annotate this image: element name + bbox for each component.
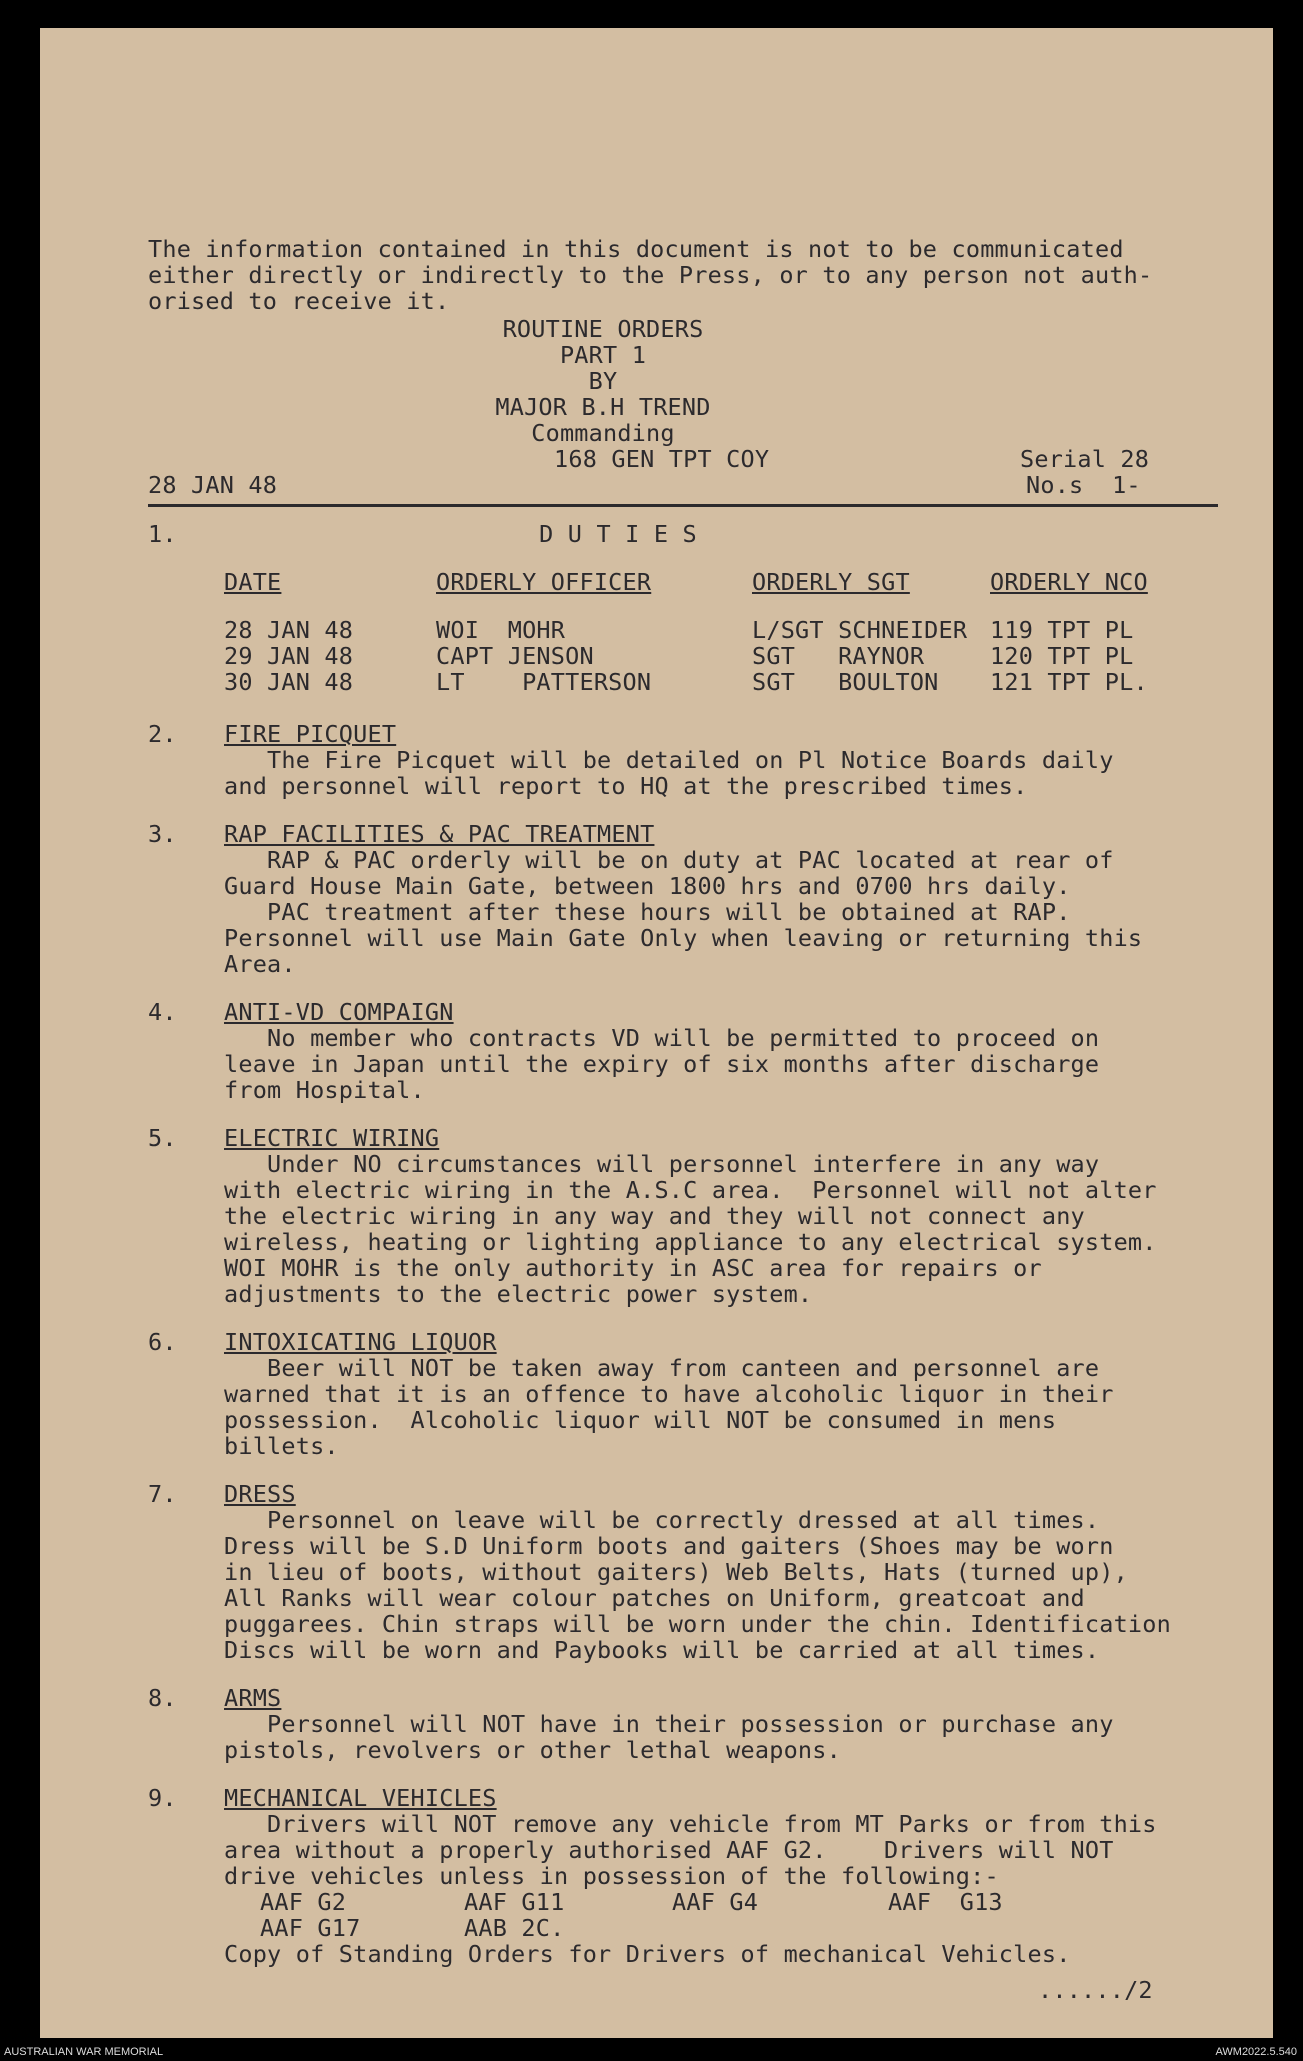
section-line: adjustments to the electric power system.	[224, 1280, 813, 1308]
section-title: FIRE PICQUET	[224, 720, 397, 748]
column-header: ORDERLY OFFICER	[436, 568, 652, 596]
section-line: drive vehicles unless in possession of the following:-	[224, 1862, 999, 1890]
forms-row	[148, 1915, 1218, 1941]
section-number: 6.	[148, 1328, 177, 1356]
form-code: AAF G2	[260, 1888, 347, 1916]
unit-name: 168 GEN TPT COY	[554, 445, 770, 473]
table-cell: 120 TPT PL	[990, 642, 1134, 670]
table-cell: SGT BOULTON	[752, 668, 939, 696]
archive-credit: AUSTRALIAN WAR MEMORIAL	[4, 2046, 164, 2058]
table-row	[148, 617, 1218, 643]
table-cell: CAPT JENSON	[436, 642, 594, 670]
table-cell: WOI MOHR	[436, 616, 566, 644]
orders-header	[148, 316, 1218, 498]
table-cell: 28 JAN 48	[224, 616, 354, 644]
section-line: from Hospital.	[224, 1076, 425, 1104]
commanding-officer: MAJOR B.H TREND	[495, 393, 711, 421]
table-cell: 121 TPT PL.	[990, 668, 1148, 696]
section-title: DRESS	[224, 1480, 296, 1508]
section-line: possession. Alcoholic liquor will NOT be consumed in mens	[224, 1406, 1057, 1434]
form-code: AAB 2C.	[464, 1914, 565, 1942]
section-line: The Fire Picquet will be detailed on Pl Notice Boards daily	[224, 746, 1114, 774]
form-code: AAF G4	[672, 1888, 759, 1916]
section-number: 5.	[148, 1124, 177, 1152]
table-cell: SGT RAYNOR	[752, 642, 925, 670]
table-header	[148, 569, 1218, 595]
section-line: leave in Japan until the expiry of six months after discharge	[224, 1050, 1100, 1078]
header-divider	[148, 504, 1218, 507]
section-line: RAP & PAC orderly will be on duty at PAC located at rear of	[224, 846, 1114, 874]
section-line: area without a properly authorised AAF G2. Drivers will NOT	[224, 1836, 1114, 1864]
column-header: ORDERLY SGT	[752, 568, 910, 596]
section-line: PAC treatment after these hours will be obtained at RAP.	[224, 898, 1071, 926]
order-date: 28 JAN 48	[148, 471, 278, 499]
table-cell: LT PATTERSON	[436, 668, 652, 696]
section-line: and personnel will report to HQ at the prescribed times.	[224, 772, 1028, 800]
table-row	[148, 669, 1218, 695]
duties-heading: D U T I E S	[539, 520, 697, 548]
section-anti-vd	[148, 999, 1218, 1103]
table-cell: 29 JAN 48	[224, 642, 354, 670]
section-line: puggarees. Chin straps will be worn under the chin. Identification	[224, 1610, 1171, 1638]
section-number: 8.	[148, 1684, 177, 1712]
security-notice	[148, 236, 1218, 314]
section-number: 9.	[148, 1784, 177, 1812]
section-line: pistols, revolvers or other lethal weapons.	[224, 1736, 841, 1764]
order-numbers: No.s 1-	[1026, 471, 1141, 499]
section-title: MECHANICAL VEHICLES	[224, 1784, 497, 1812]
section-line: Under NO circumstances will personnel interfere in any way	[224, 1150, 1100, 1178]
form-code: AAF G13	[888, 1888, 1003, 1916]
section-number: 4.	[148, 998, 177, 1026]
table-cell: 119 TPT PL	[990, 616, 1134, 644]
table-cell: 30 JAN 48	[224, 668, 354, 696]
column-header: DATE	[224, 568, 282, 596]
continuation-marker: ....../2	[1038, 1976, 1153, 2004]
section-number: 2.	[148, 720, 177, 748]
orders-by: BY	[588, 367, 618, 395]
notice-line: The information contained in this document is not to be communicated	[148, 235, 1124, 263]
archive-reference: AWM2022.5.540	[1215, 2046, 1297, 2058]
section-line: Guard House Main Gate, between 1800 hrs and 0700 hrs daily.	[224, 872, 1071, 900]
section-title: INTOXICATING LIQUOR	[224, 1328, 497, 1356]
orders-title: ROUTINE ORDERS	[502, 315, 704, 343]
column-header: ORDERLY NCO	[990, 568, 1148, 596]
section-line: No member who contracts VD will be permitted to proceed on	[224, 1024, 1100, 1052]
section-intoxicating-liquor	[148, 1329, 1218, 1459]
closing-line: Copy of Standing Orders for Drivers of mechanical Vehicles.	[224, 1940, 1071, 1968]
form-code: AAF G17	[260, 1914, 361, 1942]
section-fire-picquet	[148, 721, 1218, 799]
section-duties	[148, 521, 1218, 695]
section-line: the electric wiring in any way and they will not connect any	[224, 1202, 1085, 1230]
section-line: with electric wiring in the A.S.C area. Personnel will not alter	[224, 1176, 1157, 1204]
section-line: All Ranks will wear colour patches on Uniform, greatcoat and	[224, 1584, 1085, 1612]
section-arms	[148, 1685, 1218, 1763]
section-title: ELECTRIC WIRING	[224, 1124, 440, 1152]
orders-part: PART 1	[559, 341, 647, 369]
duties-table	[148, 569, 1218, 695]
section-line: Personnel on leave will be correctly dressed at all times.	[224, 1506, 1100, 1534]
section-line: in lieu of boots, without gaiters) Web Belts, Hats (turned up),	[224, 1558, 1128, 1586]
section-line: Beer will NOT be taken away from canteen and personnel are	[224, 1354, 1100, 1382]
date-row	[148, 472, 1218, 498]
forms-row	[148, 1889, 1218, 1915]
section-line: WOI MOHR is the only authority in ASC area for repairs or	[224, 1254, 1042, 1282]
section-number: 7.	[148, 1480, 177, 1508]
section-line: Personnel will use Main Gate Only when leaving or returning this	[224, 924, 1143, 952]
table-cell: L/SGT SCHNEIDER	[752, 616, 968, 644]
section-title: ARMS	[224, 1684, 282, 1712]
section-title: RAP FACILITIES & PAC TREATMENT	[224, 820, 655, 848]
section-line: Drivers will NOT remove any vehicle from MT Parks or from this	[224, 1810, 1157, 1838]
required-forms	[148, 1889, 1218, 1941]
unit-serial-row	[148, 446, 1218, 472]
section-number: 1.	[148, 520, 177, 548]
section-line: Area.	[224, 950, 296, 978]
section-title: ANTI-VD COMPAIGN	[224, 998, 454, 1026]
section-line: Discs will be worn and Paybooks will be carried at all times.	[224, 1636, 1100, 1664]
section-line: wireless, heating or lighting appliance to any electrical system.	[224, 1228, 1157, 1256]
serial-number: Serial 28	[1020, 445, 1150, 473]
section-line: warned that it is an offence to have alcoholic liquor in their	[224, 1380, 1114, 1408]
section-line: Dress will be S.D Uniform boots and gaiters (Shoes may be worn	[224, 1532, 1114, 1560]
form-code: AAF G11	[464, 1888, 565, 1916]
section-mechanical-vehicles	[148, 1785, 1218, 2003]
section-dress	[148, 1481, 1218, 1663]
section-number: 3.	[148, 820, 177, 848]
notice-line: orised to receive it.	[148, 287, 450, 315]
notice-line: either directly or indirectly to the Press, or to any person not auth-	[148, 261, 1153, 289]
table-row	[148, 643, 1218, 669]
officer-role: Commanding	[531, 419, 675, 447]
section-line: Personnel will NOT have in their possession or purchase any	[224, 1710, 1114, 1738]
section-line: billets.	[224, 1432, 339, 1460]
section-electric-wiring	[148, 1125, 1218, 1307]
section-rap-facilities	[148, 821, 1218, 977]
routine-orders-document	[148, 236, 1218, 2003]
